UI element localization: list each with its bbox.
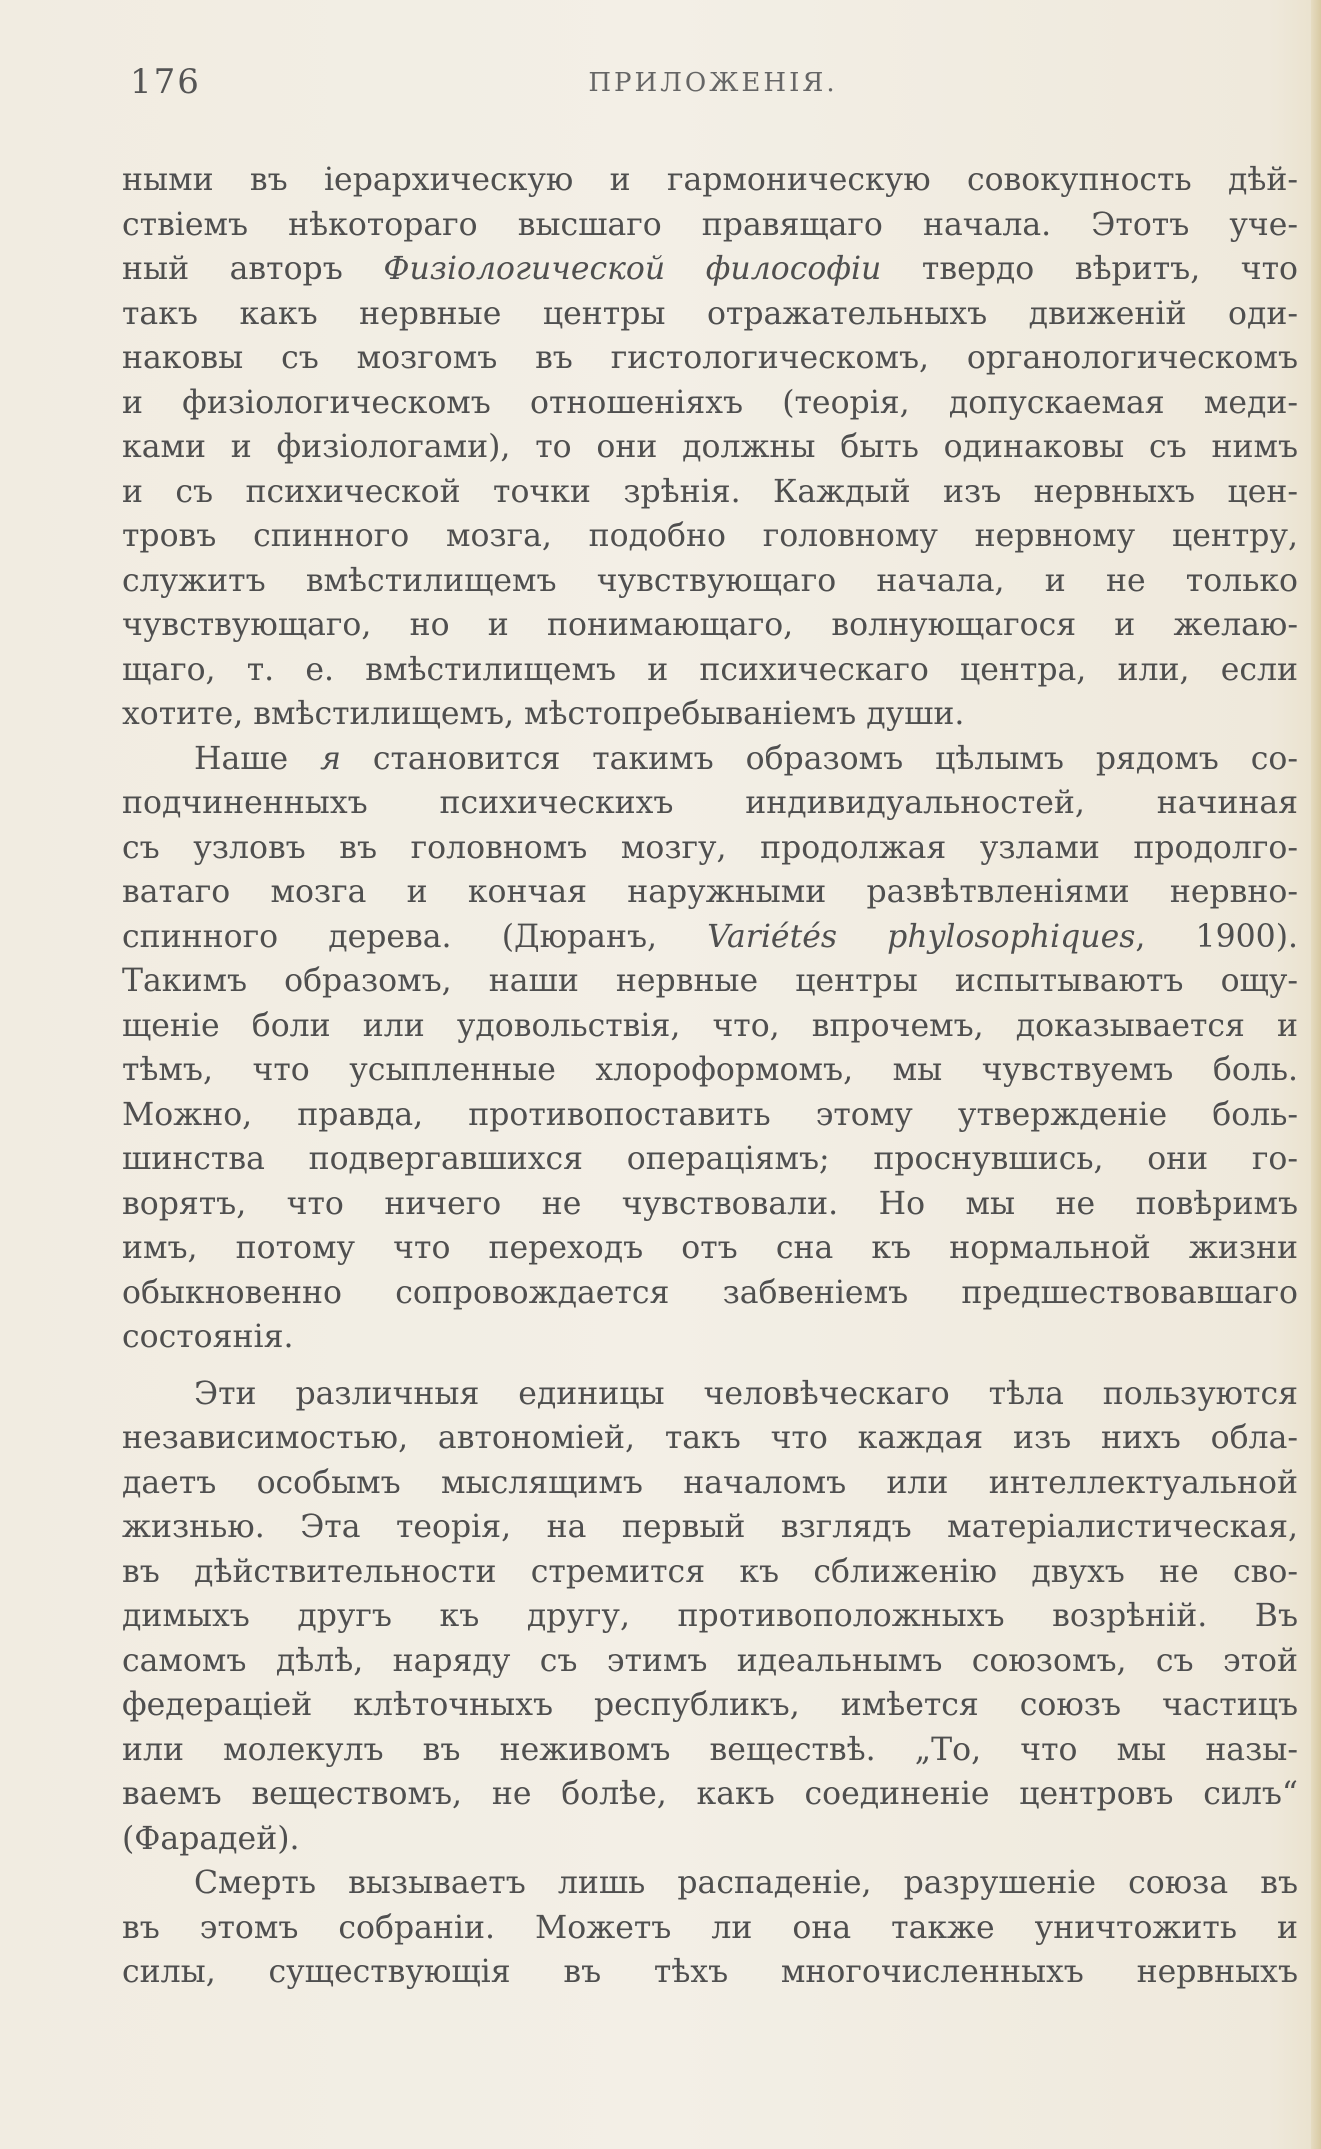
page-header bbox=[130, 62, 1296, 112]
text-line: щаго, т. е. вмѣстилищемъ и психическаго центра, или, если bbox=[122, 651, 1298, 688]
text-line: наковы съ мозгомъ въ гистологическомъ, органологическомъ bbox=[122, 340, 1298, 376]
text-segment: спинного дерева. (Дюранъ, bbox=[122, 918, 708, 955]
text-segment: , 1900). bbox=[1135, 918, 1298, 955]
italic-word: я bbox=[320, 740, 341, 777]
text-line: такъ какъ нервные центры отражательныхъ движеній оди- bbox=[122, 295, 1298, 332]
text-line: силы, существующія въ тѣхъ многочисленныхъ нервныхъ bbox=[122, 1954, 1298, 1990]
text-line: федераціей клѣточныхъ республикъ, имѣется союзъ частицъ bbox=[122, 1687, 1298, 1723]
text-line: самомъ дѣлѣ, наряду съ этимъ идеальнымъ союзомъ, съ этой bbox=[122, 1642, 1298, 1679]
text-line: независимостью, автономіей, такъ что каждая изъ нихъ обла- bbox=[122, 1420, 1298, 1456]
text-line: (Фарадей). bbox=[122, 1820, 300, 1857]
text-line bbox=[122, 247, 1298, 292]
text-line: ватаго мозга и кончая наружными развѣтвленіями нервно- bbox=[122, 874, 1298, 910]
text-line: подчиненныхъ психическихъ индивидуальностей, начиная bbox=[122, 785, 1298, 821]
text-line: служитъ вмѣстилищемъ чувствующаго начала, и не только bbox=[122, 562, 1298, 599]
text-line: въ этомъ собраніи. Можетъ ли она также уничтожить и bbox=[122, 1909, 1298, 1946]
text-line: или молекулъ въ неживомъ веществѣ. „То, что мы назы- bbox=[122, 1731, 1298, 1768]
text-line: даетъ особымъ мыслящимъ началомъ или интеллектуальной bbox=[122, 1464, 1298, 1501]
text-segment: твердо вѣритъ, что bbox=[881, 251, 1298, 287]
text-line: тровъ спинного мозга, подобно головному нервному центру, bbox=[122, 518, 1298, 554]
text-line: ками и физіологами), то они должны быть одинаковы съ нимъ bbox=[122, 429, 1298, 465]
text-line: Можно, правда, противопоставить этому утвержденіе боль- bbox=[122, 1096, 1298, 1133]
running-head: ПРИЛОЖЕНІЯ. bbox=[588, 68, 838, 98]
text-segment: ный авторъ bbox=[122, 251, 384, 287]
page-edge bbox=[1311, 0, 1321, 2149]
text-line: въ дѣйствительности стремится къ сближенію двухъ не сво- bbox=[122, 1553, 1298, 1590]
text-line: шинства подвергавшихся операціямъ; проснувшись, они го- bbox=[122, 1141, 1298, 1177]
text-line: тѣмъ, что усыпленные хлороформомъ, мы чувствуемъ боль. bbox=[122, 1052, 1298, 1088]
text-line: ствіемъ нѣкотораго высшаго правящаго начала. Этотъ уче- bbox=[122, 206, 1298, 243]
page-number: 176 bbox=[130, 62, 201, 102]
text-line: ными въ іерархическую и гармоническую совокупность дѣй- bbox=[122, 162, 1298, 198]
text-line: и съ психической точки зрѣнія. Каждый изъ нервныхъ цен- bbox=[122, 473, 1298, 510]
text-line: димыхъ другъ къ другу, противоположныхъ возрѣній. Въ bbox=[122, 1598, 1298, 1634]
text-line: ворятъ, что ничего не чувствовали. Но мы не повѣримъ bbox=[122, 1185, 1298, 1222]
text-line: Такимъ образомъ, наши нервные центры испытываютъ ощу- bbox=[122, 963, 1298, 999]
text-segment: становится такимъ образомъ цѣлымъ рядомъ со- bbox=[340, 740, 1298, 777]
text-line: состоянія. bbox=[122, 1319, 294, 1355]
body-text bbox=[122, 158, 1298, 1995]
text-line: жизнью. Эта теорія, на первый взглядъ матеріалистическая, bbox=[122, 1509, 1298, 1545]
text-line: ваемъ веществомъ, не болѣе, какъ соединеніе центровъ силъ“ bbox=[122, 1776, 1298, 1812]
text-line: и физіологическомъ отношеніяхъ (теорія, допускаемая меди- bbox=[122, 384, 1298, 421]
text-line: чувствующаго, но и понимающаго, волнующагося и желаю- bbox=[122, 607, 1298, 643]
paragraph-start-line: Смерть вызываетъ лишь распаденіе, разрушеніе союза въ bbox=[194, 1865, 1298, 1901]
text-line: съ узловъ въ головномъ мозгу, продолжая узлами продолго- bbox=[122, 829, 1298, 866]
text-line: щеніе боли или удовольствія, что, впрочемъ, доказывается и bbox=[122, 1007, 1298, 1044]
text-line: хотите, вмѣстилищемъ, мѣстопребываніемъ души. bbox=[122, 696, 965, 732]
text-line: имъ, потому что переходъ отъ сна къ нормальной жизни bbox=[122, 1230, 1298, 1266]
text-line bbox=[122, 915, 1298, 960]
paragraph-start-line: Эти различныя единицы человѣческаго тѣла пользуются bbox=[194, 1375, 1298, 1412]
text-line: обыкновенно сопровождается забвеніемъ предшествовавшаго bbox=[122, 1274, 1298, 1311]
text-segment: Наше bbox=[194, 740, 321, 777]
paragraph-start-line bbox=[122, 737, 1298, 782]
book-title-italic: Физiологической философіи bbox=[383, 251, 882, 287]
book-title-italic: Variétés phylosophiques bbox=[707, 918, 1136, 955]
